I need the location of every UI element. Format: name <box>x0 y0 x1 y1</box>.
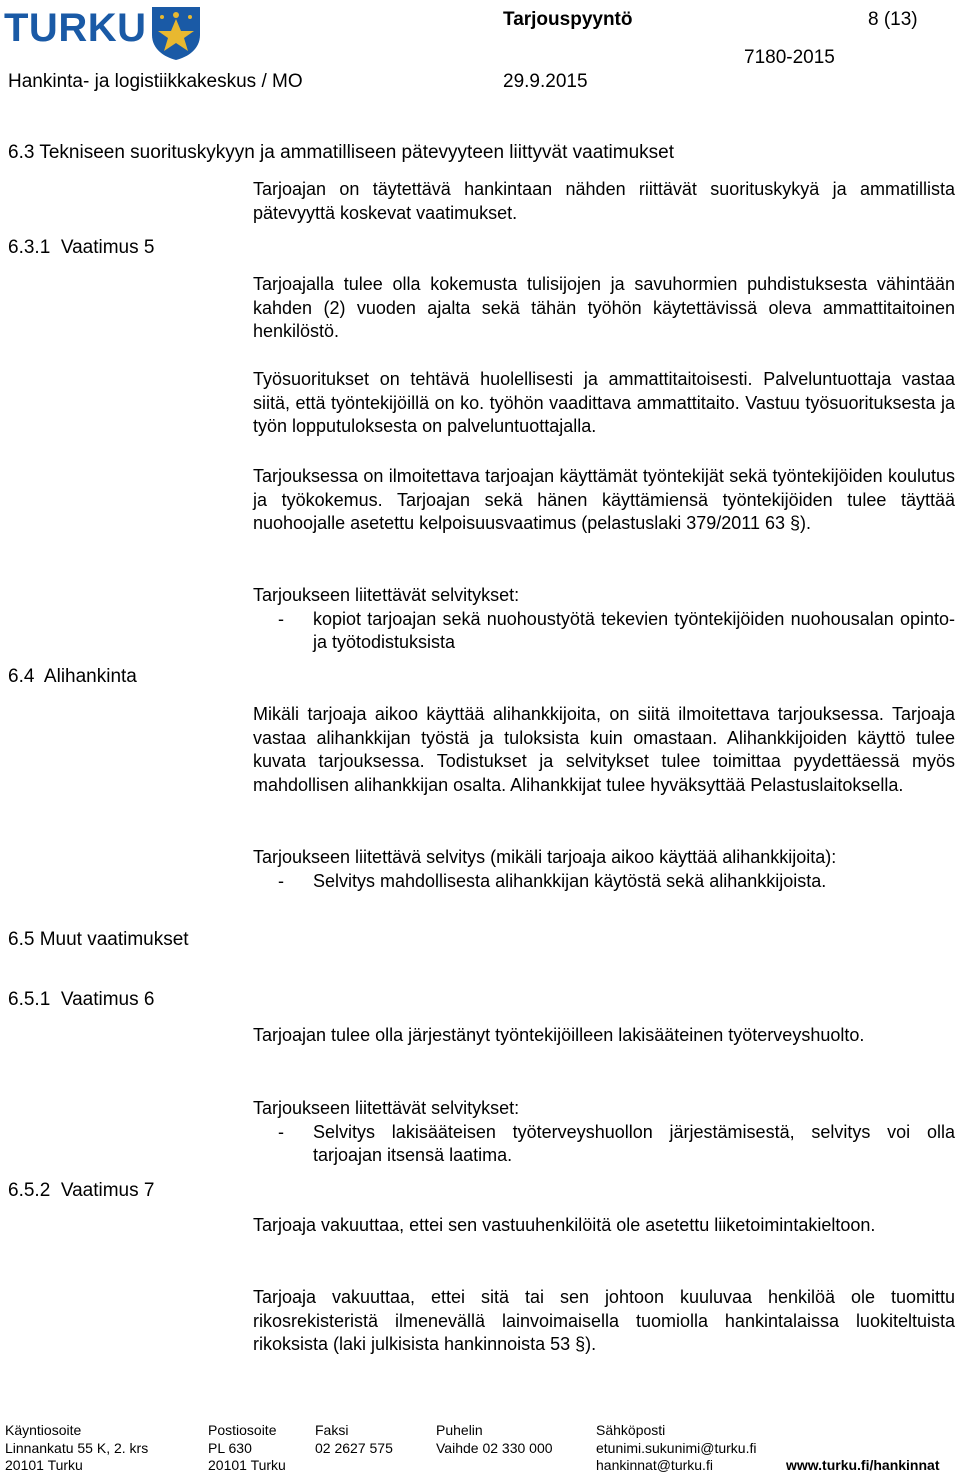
footer-value: Vaihde 02 330 000 <box>436 1439 553 1456</box>
paragraph-employees <box>253 465 955 536</box>
footer-label: Sähköposti <box>596 1422 666 1438</box>
paragraph-occupational-health <box>253 1024 955 1048</box>
list-item <box>253 608 955 655</box>
list-item-text: Selvitys mahdollisesta alihankkijan käytöstä sekä alihankkijoista. <box>313 870 827 891</box>
footer-phone <box>436 1422 553 1457</box>
footer-visiting-address <box>5 1422 148 1475</box>
footer-value: etunimi.sukunimi@turku.fi <box>596 1439 757 1456</box>
list-item-text: kopiot tarjoajan sekä nuohoustyötä tekevien työntekijöiden nuohousalan opinto- ja työtodistuksista <box>313 608 955 652</box>
footer-value: Linnankatu 55 K, 2. krs <box>5 1439 149 1456</box>
bullet-dash: - <box>278 608 284 629</box>
bullet-dash: - <box>278 1121 284 1142</box>
attachments-block-1 <box>253 584 955 655</box>
footer-value: 20101 Turku <box>5 1457 83 1473</box>
list-item <box>253 1121 955 1168</box>
footer-label: Puhelin <box>436 1422 483 1438</box>
footer-website-link[interactable]: www.turku.fi/hankinnat <box>786 1457 940 1473</box>
footer-value: 20101 Turku <box>208 1457 286 1473</box>
paragraph-text: Mikäli tarjoaja aikoo käyttää alihankkijoita, on siitä ilmoitettava tarjouksessa. Tarjoaja vastaa alihankkijan työstä ja tuloksista kuin omastaan. Alihankkijoiden käyttö tulee kuvata tarjouksessa. Todistukset ja selvitykset tulee toimittaa pyydettäessä myös mahdollisen alihankkijan osalta. Alihankkijat tulee hyväksyttää Pelastuslaitoksella. <box>253 704 955 795</box>
page-number: 8 (13) <box>868 9 918 30</box>
section-6-5-2-heading: 6.5.2 Vaatimus 7 <box>8 1180 155 1201</box>
footer-label: Faksi <box>315 1422 349 1438</box>
paragraph-text: Tarjouksessa on ilmoitettava tarjoajan käyttämät työntekijät sekä työntekijöiden koulutus ja työkokemus. Tarjoajan sekä hänen käyttämiensä työntekijöiden tulee täyttää nuohoojalle asetettu kelpoisuusvaatimus (pelastuslaki 379/2011 63 §). <box>253 466 955 533</box>
paragraph-workmanship <box>253 368 955 439</box>
footer-label: Käyntiosoite <box>5 1422 82 1438</box>
paragraph-text: Tarjoukseen liitettävät selvitykset: <box>253 1098 520 1118</box>
turku-crest-icon <box>148 5 204 61</box>
paragraph-text: Tarjoukseen liitettävät selvitykset: <box>253 585 520 605</box>
paragraph-subcontracting <box>253 703 955 797</box>
turku-logo-text: TURKU <box>4 6 147 50</box>
footer-email <box>596 1422 757 1475</box>
list-item-text: Selvitys lakisääteisen työterveyshuollon järjestämisestä, selvitys voi olla tarjoajan itsensä laatima. <box>313 1121 955 1165</box>
paragraph-text: Tarjoajan tulee olla järjestänyt työntekijöilleen lakisääteinen työterveyshuolto. <box>253 1025 865 1045</box>
doc-title: Tarjouspyyntö <box>503 9 633 30</box>
bullet-dash: - <box>278 870 284 891</box>
section-6-4-heading: 6.4 Alihankinta <box>8 666 137 687</box>
paragraph-requirements <box>253 178 955 225</box>
paragraph-experience <box>253 273 955 344</box>
doc-number: 7180-2015 <box>744 47 835 68</box>
section-6-3-heading: 6.3 Tekniseen suorituskykyyn ja ammatilliseen pätevyyteen liittyvät vaatimukset <box>8 142 675 163</box>
attachments-block-2 <box>253 846 955 893</box>
paragraph-text: Tarjoaja vakuuttaa, ettei sitä tai sen johtoon kuuluvaa henkilöä ole tuomittu rikosrekisteristä ilmenevällä lainvoimaisella tuomiolla hankintalaissa luokiteltuista rikoksista (laki julkisista hankinnoista 53 §). <box>253 1287 955 1354</box>
attachments-block-3 <box>253 1097 955 1168</box>
paragraph-business-ban <box>253 1214 955 1238</box>
paragraph-text: Tarjoaja vakuuttaa, ettei sen vastuuhenkilöitä ole asetettu liiketoimintakieltoon. <box>253 1215 876 1235</box>
footer-value: hankinnat@turku.fi <box>596 1457 713 1473</box>
footer-fax <box>315 1422 393 1457</box>
footer-value: 02 2627 575 <box>315 1439 393 1456</box>
section-6-5-heading: 6.5 Muut vaatimukset <box>8 929 189 950</box>
paragraph-criminal-record <box>253 1286 955 1357</box>
footer-label: Postiosoite <box>208 1422 277 1438</box>
footer-postal-address <box>208 1422 286 1475</box>
section-6-5-1-heading: 6.5.1 Vaatimus 6 <box>8 989 155 1010</box>
section-6-3-1-heading: 6.3.1 Vaatimus 5 <box>8 237 155 258</box>
paragraph-text: Tarjoajalla tulee olla kokemusta tulisijojen ja savuhormien puhdistuksesta vähintään kahden (2) vuoden ajalta sekä tähän työhön käytettävissä oleva ammattitaitoinen henkilöstö. <box>253 274 955 341</box>
paragraph-text: Tarjoukseen liitettävä selvitys (mikäli tarjoaja aikoo käyttää alihankkijoita): <box>253 847 837 867</box>
paragraph-text: Työsuoritukset on tehtävä huolellisesti ja ammattitaitoisesti. Palveluntuottaja vastaa siitä, että työntekijöillä on ko. työhön vaadittava ammattitaito. Vastuu työsuorituksesta ja työn lopputuloksesta on palveluntuottajalla. <box>253 369 955 436</box>
footer-value: PL 630 <box>208 1439 252 1456</box>
doc-date: 29.9.2015 <box>503 71 588 92</box>
department: Hankinta- ja logistiikkakeskus / MO <box>8 71 303 92</box>
paragraph-text: Tarjoajan on täytettävä hankintaan nähden riittävät suorituskykyä ja ammatillista pätevyyttä koskevat vaatimukset. <box>253 179 955 223</box>
list-item <box>253 870 955 894</box>
